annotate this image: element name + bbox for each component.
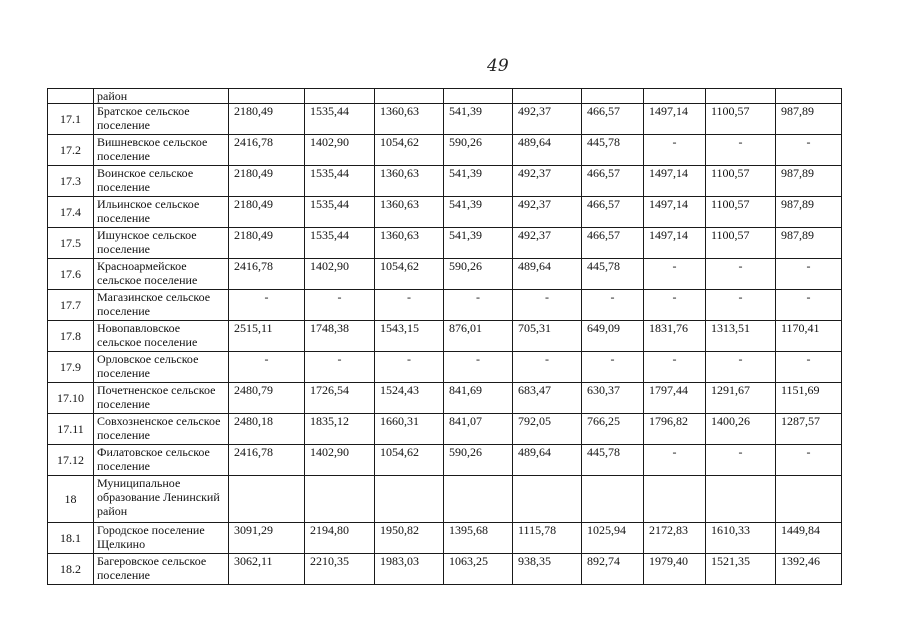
settlement-name: Красноармейское сельское поселение (94, 259, 229, 290)
settlement-name: Новопавловское сельское поселение (94, 321, 229, 352)
value-cell: 3091,29 (229, 523, 305, 554)
row-number: 17.3 (48, 166, 94, 197)
row-number: 17.5 (48, 228, 94, 259)
value-cell: 841,69 (444, 383, 513, 414)
value-cell: 2480,18 (229, 414, 305, 445)
value-cell: 2416,78 (229, 135, 305, 166)
value-cell: - (776, 135, 842, 166)
value-cell: 1983,03 (375, 554, 444, 585)
value-cell: 1835,12 (305, 414, 375, 445)
value-cell: 2180,49 (229, 166, 305, 197)
row-number: 18 (48, 476, 94, 523)
value-cell: - (229, 290, 305, 321)
value-cell: - (644, 290, 706, 321)
value-cell: 489,64 (513, 135, 582, 166)
value-cell: 1831,76 (644, 321, 706, 352)
value-cell: 2515,11 (229, 321, 305, 352)
table-row (48, 290, 842, 321)
value-cell: 792,05 (513, 414, 582, 445)
table-row (48, 166, 842, 197)
value-cell: 445,78 (582, 445, 644, 476)
value-cell: 705,31 (513, 321, 582, 352)
row-number: 17.2 (48, 135, 94, 166)
value-cell: 1395,68 (444, 523, 513, 554)
value-cell: - (644, 445, 706, 476)
value-cell: - (776, 290, 842, 321)
value-cell: - (229, 352, 305, 383)
settlement-name: район (94, 89, 229, 104)
table-row (48, 414, 842, 445)
settlement-name: Городское поселение Щелкино (94, 523, 229, 554)
value-cell: 489,64 (513, 445, 582, 476)
value-cell: 841,07 (444, 414, 513, 445)
value-cell: 1291,67 (706, 383, 776, 414)
value-cell: - (776, 259, 842, 290)
value-cell: - (644, 259, 706, 290)
value-cell: 492,37 (513, 228, 582, 259)
value-cell: - (706, 135, 776, 166)
value-cell (305, 476, 375, 523)
value-cell: 466,57 (582, 104, 644, 135)
value-cell: 1979,40 (644, 554, 706, 585)
value-cell: 2480,79 (229, 383, 305, 414)
settlement-name: Магазинское сельское поселение (94, 290, 229, 321)
table-row (48, 135, 842, 166)
value-cell: - (582, 290, 644, 321)
value-cell: 541,39 (444, 228, 513, 259)
value-cell: 2210,35 (305, 554, 375, 585)
value-cell: 489,64 (513, 259, 582, 290)
table-row (48, 383, 842, 414)
settlement-name: Почетненское сельское поселение (94, 383, 229, 414)
row-number: 17.8 (48, 321, 94, 352)
value-cell: - (706, 445, 776, 476)
value-cell: 1400,26 (706, 414, 776, 445)
row-number: 17.7 (48, 290, 94, 321)
value-cell (444, 476, 513, 523)
table-row (48, 476, 842, 523)
value-cell: - (776, 445, 842, 476)
value-cell: 1063,25 (444, 554, 513, 585)
value-cell: 683,47 (513, 383, 582, 414)
settlement-name: Муниципальное образование Ленинский район (94, 476, 229, 523)
value-cell: 1521,35 (706, 554, 776, 585)
table-row (48, 228, 842, 259)
value-cell: 649,09 (582, 321, 644, 352)
value-cell: - (706, 352, 776, 383)
page-number: 49 (487, 56, 509, 76)
value-cell: - (776, 352, 842, 383)
value-cell: 1660,31 (375, 414, 444, 445)
table-header-continuation-row (48, 89, 842, 104)
value-cell: - (444, 290, 513, 321)
value-cell: 1100,57 (706, 104, 776, 135)
table-row (48, 321, 842, 352)
value-cell: 1449,84 (776, 523, 842, 554)
value-cell: - (706, 290, 776, 321)
value-cell: 1287,57 (776, 414, 842, 445)
value-cell: 2172,83 (644, 523, 706, 554)
value-cell: - (706, 259, 776, 290)
value-cell: 1100,57 (706, 197, 776, 228)
value-cell (706, 476, 776, 523)
settlement-name: Воинское сельское поселение (94, 166, 229, 197)
value-cell: 2180,49 (229, 104, 305, 135)
value-cell: 1402,90 (305, 135, 375, 166)
table-row (48, 523, 842, 554)
row-number: 17.9 (48, 352, 94, 383)
value-cell: 590,26 (444, 135, 513, 166)
value-cell: 1535,44 (305, 228, 375, 259)
value-cell: - (375, 290, 444, 321)
settlement-name: Багеровское сельское поселение (94, 554, 229, 585)
value-cell: 630,37 (582, 383, 644, 414)
value-cell: 492,37 (513, 197, 582, 228)
value-cell: 492,37 (513, 104, 582, 135)
value-cell: - (305, 290, 375, 321)
table-row (48, 259, 842, 290)
value-cell: 2416,78 (229, 445, 305, 476)
value-cell: 2194,80 (305, 523, 375, 554)
value-cell: 1524,43 (375, 383, 444, 414)
value-cell: 892,74 (582, 554, 644, 585)
value-cell: 541,39 (444, 197, 513, 228)
value-cell: 1360,63 (375, 104, 444, 135)
value-cell: 1054,62 (375, 135, 444, 166)
value-cell: - (305, 352, 375, 383)
row-number (48, 89, 94, 104)
value-cell: 876,01 (444, 321, 513, 352)
value-cell: 1535,44 (305, 104, 375, 135)
tariff-table (47, 88, 842, 585)
value-cell: 1535,44 (305, 166, 375, 197)
value-cell: 541,39 (444, 166, 513, 197)
value-cell (582, 476, 644, 523)
row-number: 17.6 (48, 259, 94, 290)
value-cell (375, 476, 444, 523)
row-number: 18.1 (48, 523, 94, 554)
table-row (48, 104, 842, 135)
settlement-name: Совхозненское сельское поселение (94, 414, 229, 445)
value-cell: 590,26 (444, 259, 513, 290)
value-cell: 1360,63 (375, 166, 444, 197)
row-number: 18.2 (48, 554, 94, 585)
value-cell (513, 476, 582, 523)
value-cell: 1054,62 (375, 259, 444, 290)
value-cell: - (513, 290, 582, 321)
settlement-name: Филатовское сельское поселение (94, 445, 229, 476)
value-cell: 938,35 (513, 554, 582, 585)
value-cell: 1797,44 (644, 383, 706, 414)
value-cell: 1497,14 (644, 228, 706, 259)
value-cell: 466,57 (582, 228, 644, 259)
value-cell: 541,39 (444, 104, 513, 135)
value-cell: 1796,82 (644, 414, 706, 445)
row-number: 17.1 (48, 104, 94, 135)
value-cell: 1497,14 (644, 166, 706, 197)
value-cell: 1360,63 (375, 197, 444, 228)
settlement-name: Орловское сельское поселение (94, 352, 229, 383)
value-cell: 987,89 (776, 104, 842, 135)
settlement-name: Ишунское сельское поселение (94, 228, 229, 259)
row-number: 17.10 (48, 383, 94, 414)
value-cell: 1151,69 (776, 383, 842, 414)
value-cell: 492,37 (513, 166, 582, 197)
value-cell: 1726,54 (305, 383, 375, 414)
value-cell: 445,78 (582, 259, 644, 290)
value-cell: 3062,11 (229, 554, 305, 585)
value-cell: 1543,15 (375, 321, 444, 352)
value-cell (644, 476, 706, 523)
value-cell: - (644, 352, 706, 383)
value-cell: 1497,14 (644, 197, 706, 228)
value-cell: - (644, 135, 706, 166)
value-cell (776, 476, 842, 523)
value-cell: 466,57 (582, 197, 644, 228)
value-cell: 1535,44 (305, 197, 375, 228)
value-cell: - (444, 352, 513, 383)
value-cell: 1748,38 (305, 321, 375, 352)
value-cell: 2180,49 (229, 228, 305, 259)
table-body (48, 89, 842, 585)
value-cell: 766,25 (582, 414, 644, 445)
value-cell: 466,57 (582, 166, 644, 197)
value-cell: 1610,33 (706, 523, 776, 554)
table-row (48, 197, 842, 228)
value-cell: 445,78 (582, 135, 644, 166)
value-cell: 1950,82 (375, 523, 444, 554)
value-cell: - (513, 352, 582, 383)
value-cell (229, 476, 305, 523)
value-cell: 1100,57 (706, 228, 776, 259)
table-row (48, 445, 842, 476)
value-cell: 1360,63 (375, 228, 444, 259)
value-cell: - (375, 352, 444, 383)
row-number: 17.12 (48, 445, 94, 476)
value-cell: 2180,49 (229, 197, 305, 228)
value-cell: 1115,78 (513, 523, 582, 554)
value-cell: 2416,78 (229, 259, 305, 290)
value-cell: 1313,51 (706, 321, 776, 352)
value-cell: 987,89 (776, 166, 842, 197)
value-cell: 1170,41 (776, 321, 842, 352)
value-cell: 1402,90 (305, 445, 375, 476)
value-cell: 590,26 (444, 445, 513, 476)
value-cell: 987,89 (776, 228, 842, 259)
value-cell: 1025,94 (582, 523, 644, 554)
value-cell: 1392,46 (776, 554, 842, 585)
row-number: 17.11 (48, 414, 94, 445)
value-cell: 1402,90 (305, 259, 375, 290)
settlement-name: Братское сельское поселение (94, 104, 229, 135)
value-cell: 987,89 (776, 197, 842, 228)
value-cell: 1054,62 (375, 445, 444, 476)
value-cell: - (582, 352, 644, 383)
value-cell: 1100,57 (706, 166, 776, 197)
settlement-name: Вишневское сельское поселение (94, 135, 229, 166)
value-cell: 1497,14 (644, 104, 706, 135)
settlement-name: Ильинское сельское поселение (94, 197, 229, 228)
table-row (48, 352, 842, 383)
row-number: 17.4 (48, 197, 94, 228)
table-row (48, 554, 842, 585)
